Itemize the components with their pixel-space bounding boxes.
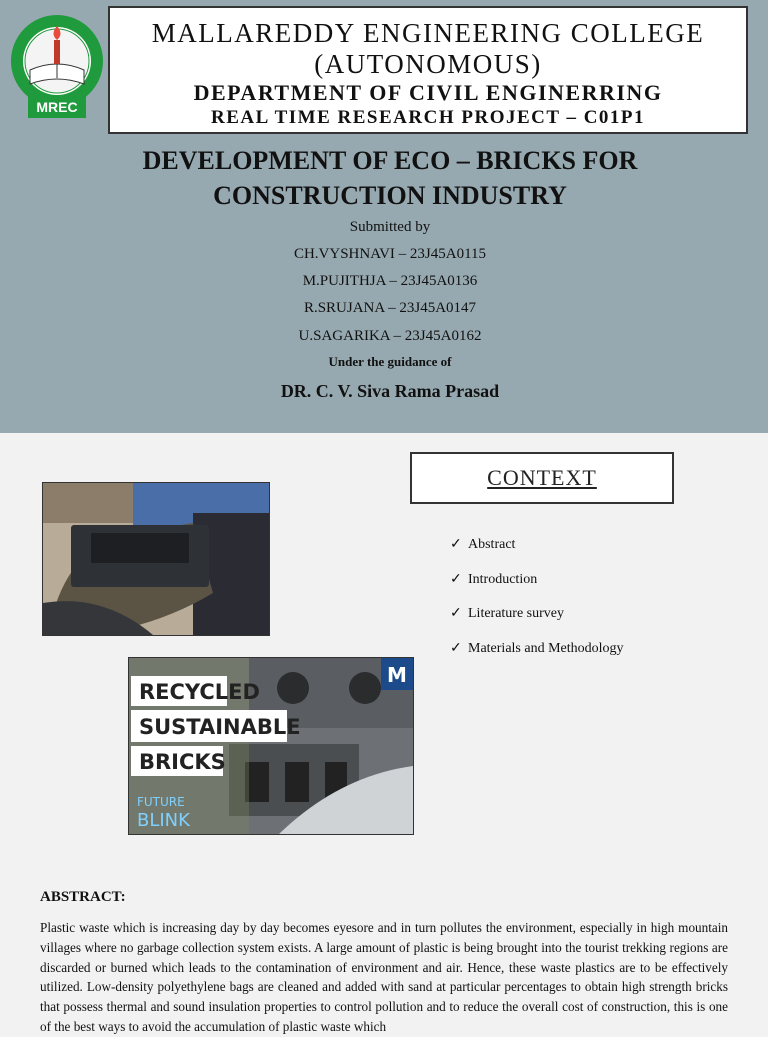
student-1: CH.VYSHNAVI – 23J45A0115 [293, 246, 487, 262]
plastic-brick-photo [42, 482, 270, 636]
logo-abbr: MREC [36, 99, 78, 115]
thumb-line1: RECYCLED [139, 680, 260, 704]
student-3: R.SRUJANA – 23J45A0147 [303, 300, 477, 316]
thumb-badge: M [387, 663, 407, 687]
submitted-label: Submitted by [349, 219, 431, 235]
thumb-brand2: BLINK [137, 810, 190, 831]
thumb-line3: BRICKS [139, 750, 226, 774]
thumb-line2: SUSTAINABLE [139, 715, 301, 739]
checkmark-icon: ✓ [450, 641, 462, 657]
autonomous-label: (AUTONOMOUS) [314, 49, 542, 79]
abstract-text: Plastic waste which is increasing day by day becomes eyesore and in turn pollutes the environment, especially in high mountain villages where no garbage collection system exists. A large amount of plastic is being brought into the tourist trekking regions are discarded or burned which leads to the contamination of environment and air. Hence, these waste plastics are to be effectively utilized. Low-density polyethylene bags are cleaned and added with sand at particular percentages to obtain high strength bricks that possess thermal and sound insulation properties to control pollution and to reduce the overall cost of construction, this is one of the best ways to avoid the accumulation of plastic waste which [40, 920, 728, 1034]
project-title [0, 143, 768, 213]
student-4: U.SAGARIKA – 23J45A0162 [298, 328, 482, 344]
context-item: ✓ Literature survey [450, 606, 565, 622]
checkmark-icon: ✓ [450, 571, 462, 587]
thumb-brand1: FUTURE [137, 795, 185, 809]
context-item: ✓ Abstract [450, 537, 516, 552]
project-title-line2: CONSTRUCTION INDUSTRY [213, 181, 567, 210]
checkmark-icon: ✓ [450, 606, 462, 622]
student-2: M.PUJITHJA – 23J45A0136 [302, 273, 478, 289]
project-title-line1: DEVELOPMENT OF ECO – BRICKS FOR [142, 146, 638, 175]
checkmark-icon: ✓ [450, 537, 462, 552]
project-code: REAL TIME RESEARCH PROJECT – C01P1 [210, 107, 646, 128]
college-logo [10, 14, 104, 124]
context-heading: CONTEXT [487, 465, 597, 490]
context-item: ✓ Materials and Methodology [450, 641, 624, 657]
abstract-heading: ABSTRACT: [40, 889, 126, 905]
context-list [450, 536, 624, 675]
context-heading-box [410, 452, 674, 504]
guidance-label: Under the guidance of [328, 354, 452, 369]
guide-name: DR. C. V. Siva Rama Prasad [280, 381, 500, 401]
department-name: DEPARTMENT OF CIVIL ENGINERRING [193, 80, 663, 105]
college-title-box [108, 6, 748, 134]
recycled-bricks-thumbnail [128, 657, 414, 835]
college-name: MALLAREDDY ENGINEERING COLLEGE [151, 18, 705, 48]
context-item: ✓ Introduction [450, 571, 538, 587]
